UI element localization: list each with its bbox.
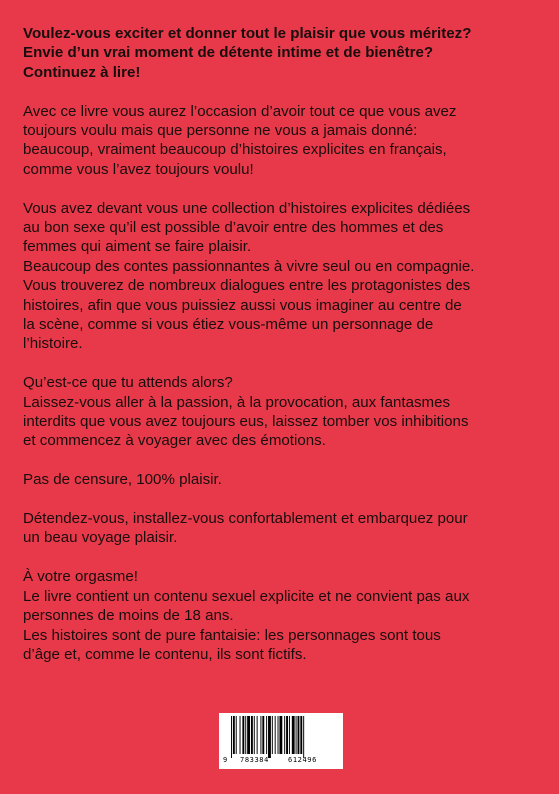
barcode-bar: [279, 716, 282, 754]
blurb-line: Qu’est-ce que tu attends alors?: [23, 374, 233, 392]
barcode-bar: [236, 716, 237, 754]
blurb-paragraph: [23, 567, 538, 664]
blurb-line: un beau voyage plaisir.: [23, 529, 178, 547]
blurb-line: comme vous l’avez toujours voulu!: [23, 160, 254, 178]
blurb-line: Beaucoup des contes passionnantes à vivre seul ou en compagnie.: [23, 257, 475, 275]
blurb-paragraph: [23, 373, 538, 451]
barcode-bar: [231, 716, 232, 758]
barcode-bars: [219, 713, 343, 769]
blurb-line: Les histoires sont de pure fantaisie: les personnages sont tous: [23, 626, 441, 644]
isbn-barcode: [219, 713, 343, 769]
blurb-line: Envie d’un vrai moment de détente intime et de bienêtre?: [23, 44, 434, 62]
blurb-line: toujours voulu mais que personne ne vous a jamais donné:: [23, 122, 418, 140]
barcode-bar: [251, 716, 253, 754]
barcode-bar: [272, 716, 273, 754]
barcode-bar: [303, 716, 304, 758]
barcode-bar: [300, 716, 302, 754]
blurb-line: Continuez à lire!: [23, 63, 141, 81]
blurb-line: l’histoire.: [23, 335, 83, 353]
blurb-paragraph: [23, 470, 538, 489]
blurb-line: Laissez-vous aller à la passion, à la provocation, aux fantasmes: [23, 393, 451, 411]
blurb-paragraph: [23, 509, 538, 548]
barcode-bar: [289, 716, 290, 754]
barcode-bar: [262, 716, 264, 754]
blurb-line: Le livre contient un contenu sexuel explicite et ne convient pas aux: [23, 587, 470, 605]
blurb-line: À votre orgasme!: [23, 568, 138, 586]
blurb-line: Avec ce livre vous aurez l’occasion d’avoir tout ce que vous avez: [23, 102, 457, 120]
barcode-bar: [278, 716, 279, 754]
blurb-line: et commencez à voyager avec des émotions.: [23, 432, 326, 450]
barcode-bar: [240, 716, 241, 754]
barcode-bar: [254, 716, 255, 754]
barcode-bar: [275, 716, 276, 754]
blurb-line: au bon sexe qu’il est possible d’avoir entre des hommes et des: [23, 219, 444, 237]
blurb-line: Vous trouverez de nombreux dialogues entre les protagonistes des: [23, 277, 471, 295]
barcode-digits-right: 612496: [288, 756, 317, 764]
barcode-bar: [245, 716, 246, 754]
barcode-bar: [233, 716, 235, 754]
blurb-line: d’âge et, comme le contenu, ils sont fictifs.: [23, 645, 307, 663]
barcode-digits-left: 783384: [240, 756, 269, 764]
blurb-line: interdits que vous avez toujours eus, laissez tomber vos inhibitions: [23, 413, 469, 431]
blurb-paragraph: [23, 199, 538, 354]
barcode-bar: [247, 716, 250, 754]
barcode-bar: [296, 716, 297, 754]
barcode-bar: [298, 716, 300, 754]
blurb-line: personnes de moins de 18 ans.: [23, 607, 234, 625]
blurb-line: la scène, comme si vous étiez vous-même un personnage de: [23, 316, 434, 334]
barcode-bar: [257, 716, 258, 754]
barcode-bar: [266, 716, 267, 754]
blurb-paragraph: [23, 102, 538, 180]
barcode-bar: [260, 716, 261, 754]
barcode-bar: [268, 716, 271, 758]
blurb-line: beaucoup, vraiment beaucoup d’histoires explicites en français,: [23, 141, 447, 159]
blurb-line: femmes qui aiment se faire plaisir.: [23, 238, 252, 256]
barcode-digit-prefix: 9: [223, 756, 228, 764]
blurb-line: Pas de censure, 100% plaisir.: [23, 471, 222, 489]
blurb-line: Vous avez devant vous une collection d’histoires explicites dédiées: [23, 199, 471, 217]
blurb-line: Détendez-vous, installez-vous confortablement et embarquez pour: [23, 510, 468, 528]
barcode-bar: [286, 716, 288, 754]
barcode-bar: [242, 716, 244, 754]
blurb-line: histoires, afin que vous puissiez aussi vous imaginer au centre de: [23, 296, 462, 314]
blurb-line: Voulez-vous exciter et donner tout le plaisir que vous méritez?: [23, 25, 472, 42]
blurb-text: [23, 24, 538, 684]
barcode-bar: [292, 716, 295, 754]
blurb-paragraph: [23, 24, 538, 82]
barcode-bar: [284, 716, 285, 754]
